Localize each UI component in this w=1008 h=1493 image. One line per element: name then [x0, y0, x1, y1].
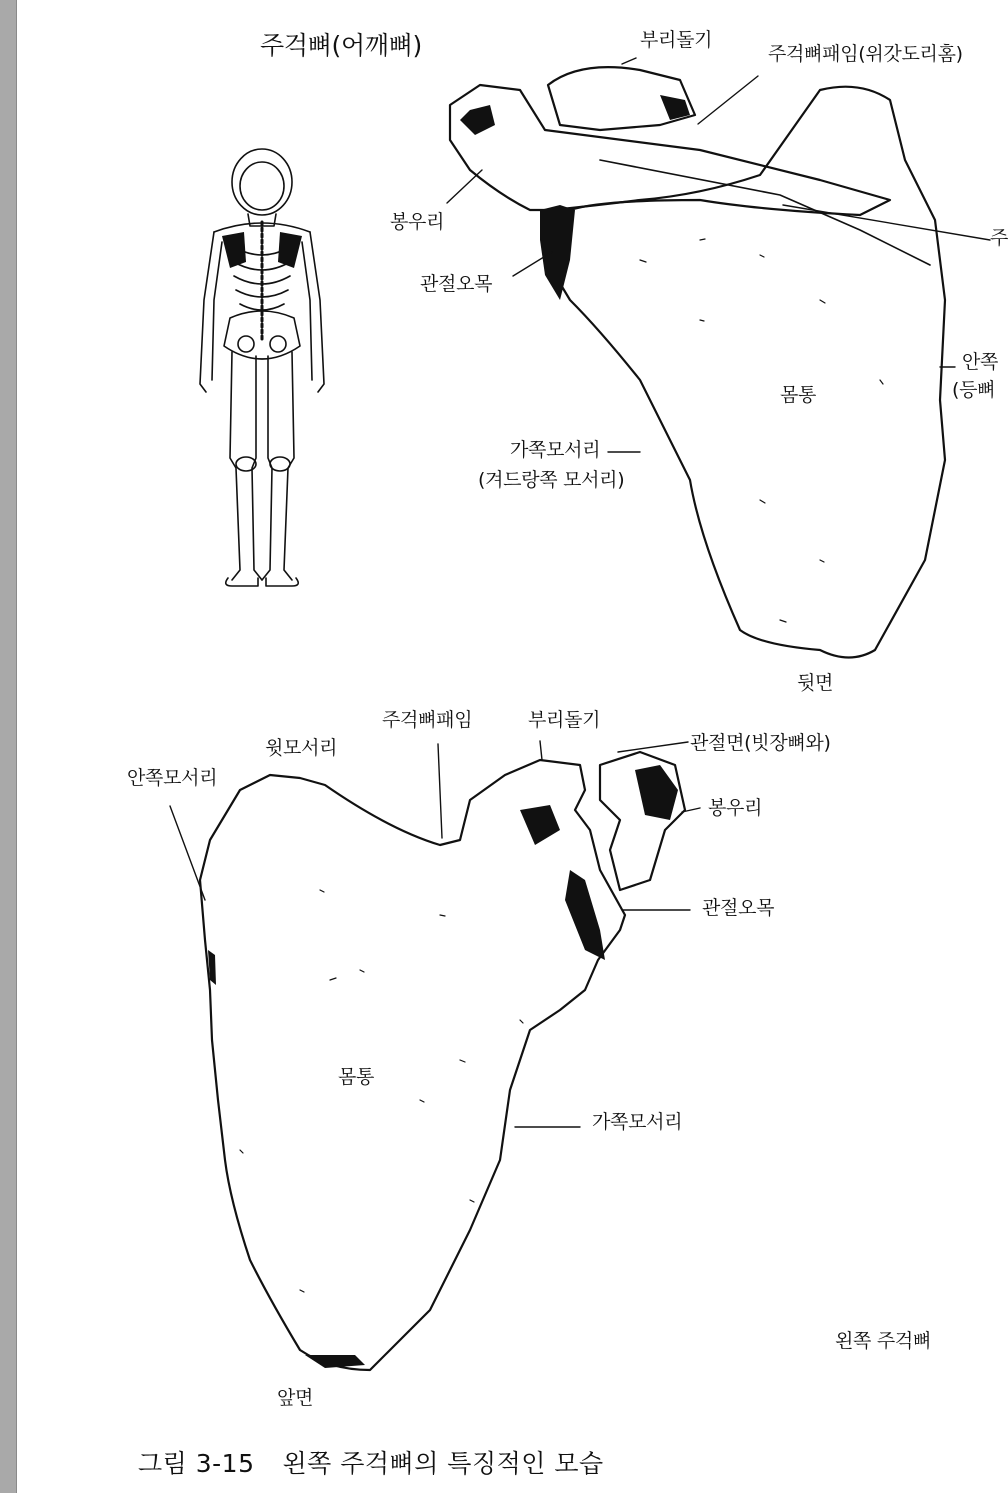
- label-ant-body: 몸통: [338, 1066, 375, 1088]
- label-side-note: 왼쪽 주걱뼈: [835, 1330, 932, 1352]
- label-post-lateral-border-sub: (겨드랑쪽 모서리): [478, 469, 625, 491]
- label-ant-acromion: 봉우리: [708, 797, 763, 819]
- label-post-coracoid: 부리돌기: [640, 29, 713, 51]
- label-post-suprascapular-notch: 주걱뼈패임(위갓도리홈): [768, 43, 963, 65]
- label-ant-articular-surface: 관절면(빗장뼈와): [690, 732, 831, 754]
- figure-caption-number: 그림 3-15: [138, 1449, 255, 1478]
- label-ant-lateral-border: 가쪽모서리: [592, 1111, 683, 1133]
- figure-caption: [138, 1444, 604, 1480]
- label-post-body: 몸통: [780, 384, 817, 406]
- label-anterior-view: 앞면: [277, 1387, 314, 1409]
- label-ant-medial-border: 안쪽모서리: [127, 767, 218, 789]
- label-post-spine-partial: 주: [990, 227, 1008, 249]
- label-ant-coracoid: 부리돌기: [528, 709, 601, 731]
- label-post-medial-border-partial: 안쪽: [962, 351, 999, 373]
- label-post-medial-border-sub-partial: (등뼈: [952, 379, 996, 401]
- posterior-scapula: [447, 58, 990, 658]
- anterior-scapula: [170, 741, 700, 1370]
- skeleton-figure: [200, 149, 324, 586]
- label-ant-glenoid: 관절오목: [702, 897, 775, 919]
- figure-header-title: 주걱뼈(어깨뼈): [260, 31, 423, 60]
- label-posterior-view: 뒷면: [797, 672, 834, 694]
- label-post-acromion: 봉우리: [390, 211, 445, 233]
- label-post-glenoid: 관절오목: [420, 273, 493, 295]
- label-ant-suprascapular-notch: 주걱뼈패임: [382, 709, 473, 731]
- label-ant-superior-border: 윗모서리: [265, 737, 338, 759]
- label-post-lateral-border: 가쪽모서리: [510, 439, 601, 461]
- figure-caption-text: 왼쪽 주걱뼈의 특징적인 모습: [282, 1449, 604, 1478]
